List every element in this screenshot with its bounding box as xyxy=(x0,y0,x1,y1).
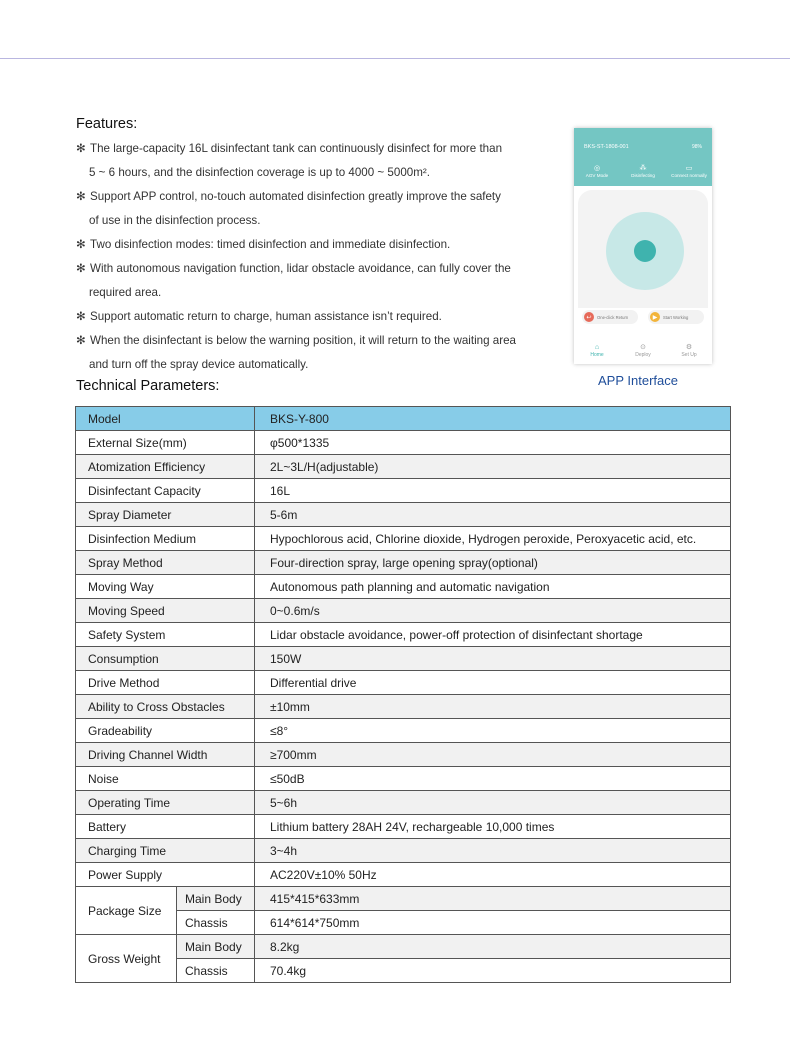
row-label: Moving Way xyxy=(76,575,255,599)
home-icon: ⌂ xyxy=(594,344,600,351)
row-value: ≤8° xyxy=(255,719,731,743)
play-icon: ▶ xyxy=(650,312,660,322)
row-value: ≤50dB xyxy=(255,767,731,791)
app-bottom-nav xyxy=(574,343,712,358)
row-value: ≥700mm xyxy=(255,743,731,767)
star-bullet-icon: ✻ xyxy=(76,334,86,347)
table-row xyxy=(76,743,731,767)
row-label: Atomization Efficiency xyxy=(76,455,255,479)
star-bullet-icon: ✻ xyxy=(76,262,86,275)
row-label: External Size(mm) xyxy=(76,431,255,455)
row-label: Consumption xyxy=(76,647,255,671)
gear-icon: ⚙ xyxy=(685,344,693,351)
row-label: Disinfection Medium xyxy=(76,527,255,551)
table-row xyxy=(76,527,731,551)
row-label: Disinfectant Capacity xyxy=(76,479,255,503)
joystick-knob xyxy=(634,240,656,262)
row-value: ±10mm xyxy=(255,695,731,719)
app-header xyxy=(574,128,712,186)
mode-agv: ◎ AGV Mode xyxy=(577,164,617,178)
row-value: 150W xyxy=(255,647,731,671)
row-label: Charging Time xyxy=(76,839,255,863)
weight-chassis-label: Chassis xyxy=(177,959,255,983)
target-icon: ◎ xyxy=(593,165,601,172)
nav-home: ⌂ Home xyxy=(579,343,615,358)
package-main-label: Main Body xyxy=(177,887,255,911)
star-bullet-icon: ✻ xyxy=(76,190,86,203)
weight-chassis-value: 70.4kg xyxy=(255,959,731,983)
spray-icon: ⁂ xyxy=(639,165,647,172)
feature-line: of use in the disinfection process. xyxy=(89,214,261,227)
header-label: Model xyxy=(76,407,255,431)
app-button-row xyxy=(582,310,704,324)
spec-table xyxy=(75,406,731,983)
table-row xyxy=(76,551,731,575)
row-label: Battery xyxy=(76,815,255,839)
feature-line: ✻ Support automatic return to charge, human assistance isn’t required. xyxy=(76,305,546,329)
table-row xyxy=(76,671,731,695)
mode-disinfecting: ⁂ Disinfecting xyxy=(623,164,663,178)
table-row xyxy=(76,887,731,911)
table-row xyxy=(76,839,731,863)
row-label: Safety System xyxy=(76,623,255,647)
row-value: Lidar obstacle avoidance, power-off protection of disinfectant shortage xyxy=(255,623,731,647)
table-row xyxy=(76,455,731,479)
star-bullet-icon: ✻ xyxy=(76,238,86,251)
features-section xyxy=(76,116,546,377)
table-row xyxy=(76,599,731,623)
row-value: Four-direction spray, large opening spray(optional) xyxy=(255,551,731,575)
table-row xyxy=(76,623,731,647)
mode-connect: ▭ Connect normally xyxy=(669,164,709,178)
row-value: Lithium battery 28AH 24V, rechargeable 10,000 times xyxy=(255,815,731,839)
row-value: 2L~3L/H(adjustable) xyxy=(255,455,731,479)
row-value: Differential drive xyxy=(255,671,731,695)
row-label: Moving Speed xyxy=(76,599,255,623)
technical-parameters-title: Technical Parameters: xyxy=(76,378,220,394)
return-icon: ↩ xyxy=(584,312,594,322)
package-size-label: Package Size xyxy=(76,887,177,935)
row-label: Operating Time xyxy=(76,791,255,815)
feature-line: ✻ With autonomous navigation function, lidar obstacle avoidance, can fully cover the xyxy=(76,257,546,281)
feature-line: 5 ~ 6 hours, and the disinfection coverage is up to 4000 ~ 5000m². xyxy=(89,166,430,179)
table-header-row xyxy=(76,407,731,431)
table-row xyxy=(76,479,731,503)
joystick-ring xyxy=(606,212,684,290)
row-label: Spray Method xyxy=(76,551,255,575)
row-label: Gradeability xyxy=(76,719,255,743)
weight-main-value: 8.2kg xyxy=(255,935,731,959)
row-label: Drive Method xyxy=(76,671,255,695)
table-row xyxy=(76,791,731,815)
feature-line: and turn off the spray device automatically. xyxy=(89,358,309,371)
nav-setup: ⚙ Set Up xyxy=(671,343,707,358)
table-row xyxy=(76,863,731,887)
star-bullet-icon: ✻ xyxy=(76,142,86,155)
feature-line: ✻ Support APP control, no-touch automated disinfection greatly improve the safety xyxy=(76,185,546,209)
feature-line: ✻ The large-capacity 16L disinfectant tank can continuously disinfect for more than xyxy=(76,137,546,161)
table-row xyxy=(76,719,731,743)
row-value: 16L xyxy=(255,479,731,503)
battery-level: 98% xyxy=(691,144,702,150)
star-bullet-icon: ✻ xyxy=(76,310,86,323)
deploy-icon: ⊙ xyxy=(640,344,646,351)
row-value: 5~6h xyxy=(255,791,731,815)
table-row xyxy=(76,431,731,455)
feature-line: ✻ Two disinfection modes: timed disinfection and immediate disinfection. xyxy=(76,233,546,257)
row-label: Driving Channel Width xyxy=(76,743,255,767)
row-value: 3~4h xyxy=(255,839,731,863)
row-value: 0~0.6m/s xyxy=(255,599,731,623)
row-label: Noise xyxy=(76,767,255,791)
feature-line: ✻ When the disinfectant is below the warning position, it will return to the waiting area xyxy=(76,329,546,353)
row-value: AC220V±10% 50Hz xyxy=(255,863,731,887)
row-label: Ability to Cross Obstacles xyxy=(76,695,255,719)
app-interface-caption: APP Interface xyxy=(598,373,678,388)
weight-main-label: Main Body xyxy=(177,935,255,959)
package-main-value: 415*415*633mm xyxy=(255,887,731,911)
features-title: Features: xyxy=(76,116,138,132)
one-click-return-button: ↩ One-click Return xyxy=(582,310,638,324)
table-row xyxy=(76,503,731,527)
app-body xyxy=(574,186,712,364)
package-chassis-value: 614*614*750mm xyxy=(255,911,731,935)
app-modes xyxy=(574,164,712,178)
table-row xyxy=(76,935,731,959)
table-row xyxy=(76,575,731,599)
row-value: 5-6m xyxy=(255,503,731,527)
package-chassis-label: Chassis xyxy=(177,911,255,935)
start-working-button: ▶ Start Working xyxy=(648,310,704,324)
app-screenshot xyxy=(574,128,712,364)
feature-line: required area. xyxy=(89,286,162,299)
top-divider xyxy=(0,58,790,59)
table-row xyxy=(76,767,731,791)
table-row xyxy=(76,815,731,839)
row-value: Autonomous path planning and automatic navigation xyxy=(255,575,731,599)
device-id: BKS-ST-1808-001 xyxy=(584,144,629,150)
row-label: Power Supply xyxy=(76,863,255,887)
row-value: Hypochlorous acid, Chlorine dioxide, Hydrogen peroxide, Peroxyacetic acid, etc. xyxy=(255,527,731,551)
nav-deploy: ⊙ Deploy xyxy=(625,343,661,358)
gross-weight-label: Gross Weight xyxy=(76,935,177,983)
chat-icon: ▭ xyxy=(685,165,693,172)
joystick-panel xyxy=(578,190,708,308)
row-label: Spray Diameter xyxy=(76,503,255,527)
table-row xyxy=(76,695,731,719)
table-row xyxy=(76,647,731,671)
row-value: φ500*1335 xyxy=(255,431,731,455)
header-value: BKS-Y-800 xyxy=(255,407,731,431)
